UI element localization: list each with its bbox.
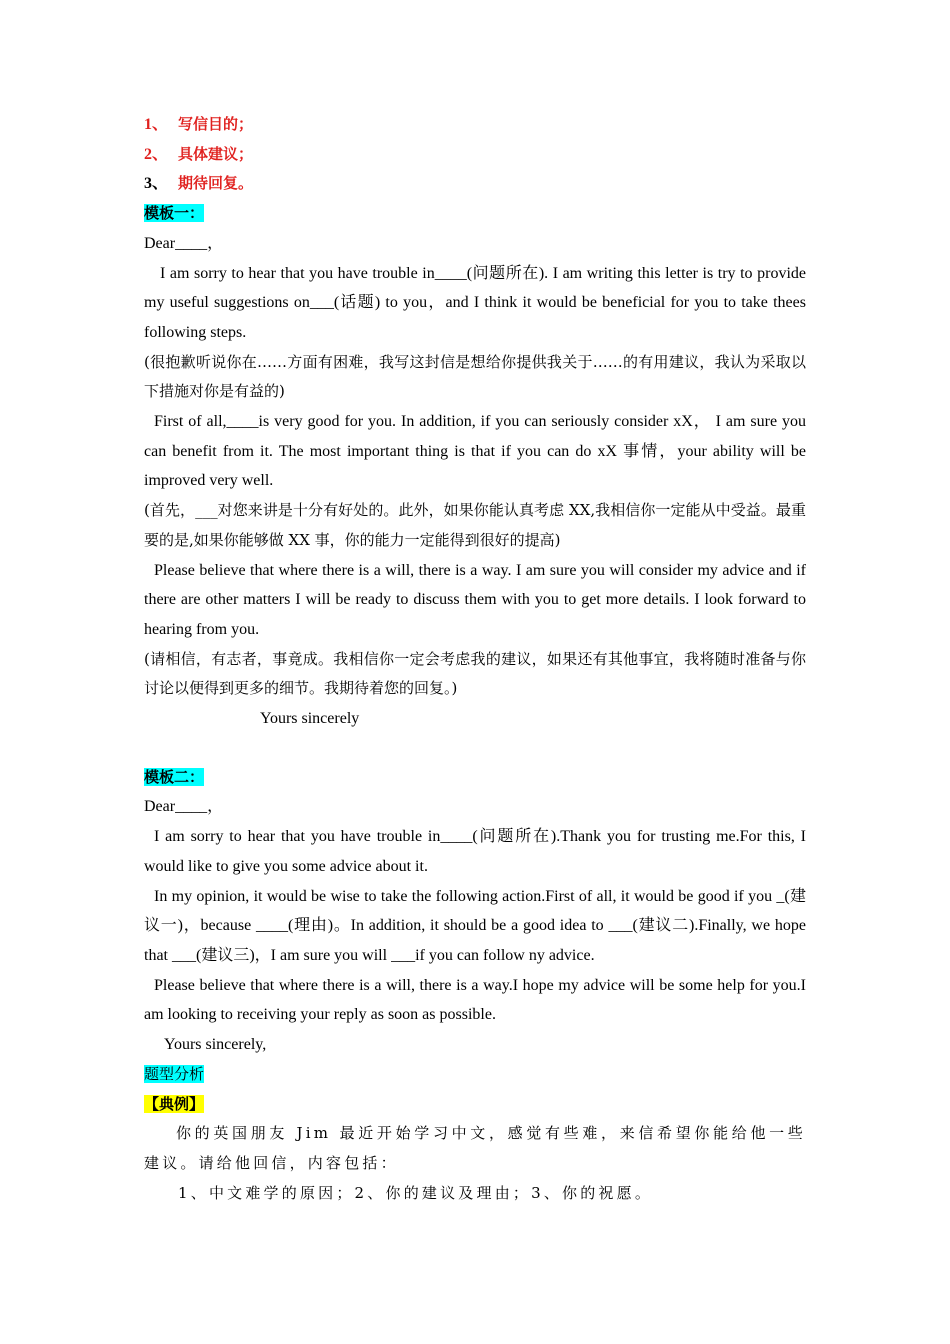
template2-salutation: Dear____， <box>144 798 224 816</box>
document-page <box>144 110 806 1208</box>
spacer <box>144 734 806 763</box>
template1-para1: I am sorry to hear that you have trouble in____(问题所在). I am writing this letter is try to provide my useful suggestions on___(话题) to you，and I think it would be beneficial for you to take thees following steps. <box>144 264 806 341</box>
step-2 <box>144 140 806 170</box>
example-items: 1、中文难学的原因；2、你的建议及理由；3、你的祝愿。 <box>178 1183 654 1202</box>
template2-para2: In my opinion, it would be wise to take the following action.First of all, it would be good if you _(建议一)，because ____(理由)。In addition, it should be a good idea to ___(建议二).Finally, we hope that ___(建议三)，I am sure you will ___if you can follow ny advice. <box>144 887 806 964</box>
template2-heading: 模板二： <box>144 767 205 786</box>
step-3 <box>144 169 806 199</box>
analysis-heading: 题型分析 <box>144 1064 205 1083</box>
step-1 <box>144 110 806 140</box>
template2-closing: Yours sincerely, <box>164 1036 267 1054</box>
step-3-text: 期待回复。 <box>178 174 254 193</box>
example-text: 你的英国朋友 Jim 最近开始学习中文，感觉有些难，来信希望你能给他一些建议。请给他回信，内容包括： <box>144 1124 806 1172</box>
step-1-text: 写信目的； <box>178 115 254 133</box>
template1-para1-cn: (很抱歉听说你在……方面有困难，我写这封信是想给你提供我关于……的有用建议，我认为采取以下措施对你是有益的) <box>144 352 806 401</box>
step-2-number: 2、 <box>144 145 169 163</box>
template1-heading: 模板一： <box>144 204 205 223</box>
analysis-heading-line <box>144 1060 806 1090</box>
template1-para3-cn: (请相信，有志者，事竟成。我相信你一定会考虑我的建议，如果还有其他事宜，我将随时准备与你讨论以便得到更多的细节。我期待着您的回复。) <box>144 649 806 698</box>
step-2-text: 具体建议； <box>178 144 254 163</box>
step-3-number: 3、 <box>144 175 169 193</box>
template1-salutation: Dear____， <box>144 234 224 252</box>
template1-para3: Please believe that where there is a will, there is a way. I am sure you will consider my advice and if there are other matters I will be ready to discuss them with you to get more details. I look forward to hearing from you. <box>144 561 806 638</box>
template1-closing: Yours sincerely <box>260 710 360 728</box>
template1-para2: First of all,____is very good for you. In addition, if you can seriously consider xX， I am sure you can benefit from it. The most important thing is that if you can do xX 事情，your ability will be improved very well. <box>144 413 806 490</box>
template2-para3: Please believe that where there is a will, there is a way.I hope my advice will be some help for you.I am looking to receiving your reply as soon as possible. <box>144 976 806 1024</box>
example-label: 【典例】 <box>144 1094 205 1113</box>
template1-heading-line <box>144 199 806 229</box>
step-1-number: 1、 <box>144 116 169 133</box>
template2-para1: I am sorry to hear that you have trouble in____(问题所在).Thank you for trusting me.For this, I would like to give you some advice about it. <box>144 828 806 875</box>
template2-heading-line <box>144 763 806 793</box>
example-label-line <box>144 1090 806 1120</box>
template1-para2-cn: (首先，___对您来讲是十分有好处的。此外，如果你能认真考虑 XX,我相信你一定能从中受益。最重要的是,如果你能够做 XX 事，你的能力一定能得到很好的提高) <box>144 501 806 549</box>
